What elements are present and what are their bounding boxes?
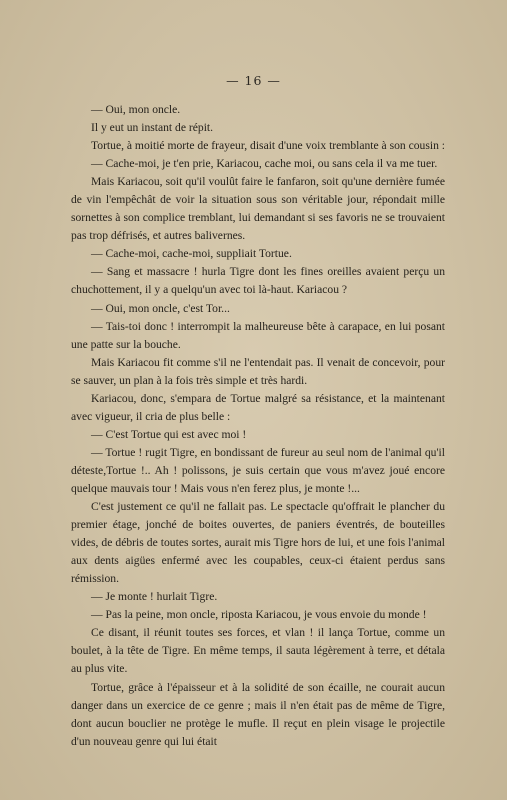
paragraph: Tortue, grâce à l'épaisseur et à la solidité de son écaille, ne courait aucun danger dans un exercice de ce genre ; mais il n'en était pas de même de Tigre, dont aucun bouclier ne protège le mufle. Il reçut en plein visage le projectile d'un nouveau genre qui lui était xyxy=(71,680,445,748)
paragraph: Mais Kariacou, soit qu'il voulût faire le fanfaron, soit qu'une dernière fumée de vin l'empêchât de voir la situation sous son véritable jour, répondait mille sornettes à son complice tremblant, lui demandant si ses favoris ne se trouvaient pas trop défrisés, et autres balivernes. xyxy=(71,175,445,243)
paragraph: — Oui, mon oncle, c'est Tor... xyxy=(91,301,230,315)
paragraph: — Tais-toi donc ! interrompit la malheureuse bête à carapace, en lui posant une patte sur la bouche. xyxy=(71,319,445,351)
paragraph: Tortue, à moitié morte de frayeur, disait d'une voix tremblante à son cousin : xyxy=(91,139,445,153)
paragraph: Mais Kariacou fit comme s'il ne l'entendait pas. Il venait de concevoir, pour se sauver, un plan à la fois très simple et très hardi. xyxy=(71,355,445,387)
paragraph: C'est justement ce qu'il ne fallait pas. Le spectacle qu'offrait le plancher du premier étage, jonché de boites ouvertes, de paniers éventrés, de bouteilles vides, de débris de toutes sortes, aurait mis Tigre hors de lui, et une fois l'animal aux dents aigües enfermé avec les coupables, ceux-ci étaient perdus sans rémission. xyxy=(71,500,445,586)
page-number: — 16 — xyxy=(226,73,281,88)
paragraph: — Tortue ! rugit Tigre, en bondissant de fureur au seul nom de l'animal qu'il déteste,Tortue !.. Ah ! polissons, je suis certain que vous m'avez joué encore quelque mauvais tour ! Mais vous n'en ferez plus, je monte !... xyxy=(71,445,445,495)
paragraph: Ce disant, il réunit toutes ses forces, et vlan ! il lança Tortue, comme un boulet, à la tête de Tigre. En même temps, il sauta légèrement à terre, et détala au plus vite. xyxy=(71,626,445,676)
paragraph: — Cache-moi, cache-moi, suppliait Tortue. xyxy=(91,247,292,261)
paragraph: — Cache-moi, je t'en prie, Kariacou, cache moi, ou sans cela il va me tuer. xyxy=(91,157,438,171)
body-text xyxy=(71,101,445,751)
paragraph: — Je monte ! hurlait Tigre. xyxy=(91,590,218,604)
paragraph: — Oui, mon oncle. xyxy=(91,103,181,116)
paragraph: Kariacou, donc, s'empara de Tortue malgré sa résistance, et la maintenant avec vigueur, il cria de plus belle : xyxy=(71,391,445,423)
paragraph: Il y eut un instant de répit. xyxy=(91,121,214,135)
paragraph: — C'est Tortue qui est avec moi ! xyxy=(91,427,247,441)
paragraph: — Sang et massacre ! hurla Tigre dont les fines oreilles avaient perçu un chuchottement, il y a quelqu'un avec toi là-haut. Kariacou ? xyxy=(71,265,445,297)
paragraph: — Pas la peine, mon oncle, riposta Kariacou, je vous envoie du monde ! xyxy=(91,608,427,622)
